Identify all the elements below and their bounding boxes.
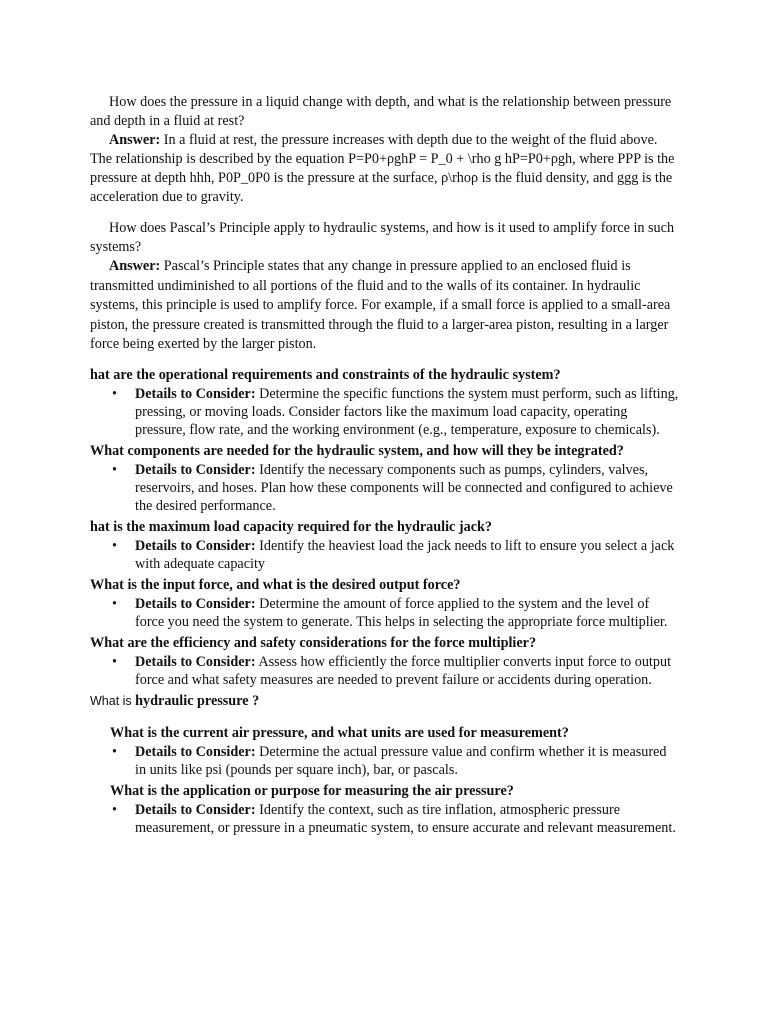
details-label: Details to Consider: xyxy=(135,595,256,612)
answer-paragraph xyxy=(90,257,680,355)
details-list xyxy=(90,537,680,573)
section-efficiency-safety xyxy=(90,634,680,689)
section-air-pressure-units xyxy=(90,724,680,779)
details-list xyxy=(90,801,680,837)
list-item xyxy=(90,461,680,515)
details-label: Details to Consider: xyxy=(135,743,256,760)
list-item xyxy=(90,385,680,439)
details-text: Identify the context, such as tire inflation, atmospheric pressure measurement, or pressure in a pneumatic system, to ensure accurate and relevant measurement. xyxy=(135,801,676,836)
details-list xyxy=(90,385,680,439)
section-load-capacity xyxy=(90,518,680,573)
details-text: Determine the amount of force applied to the system and the level of force you need the system to generate. This helps in selecting the appropriate force multiplier. xyxy=(135,595,668,630)
details-label: Details to Consider: xyxy=(135,385,256,402)
details-text: Determine the specific functions the system must perform, such as lifting, pressing, or moving loads. Consider factors like the maximum load capacity, operating pressure, flow rate, and the working environment (e.g., temperature, exposure to chemicals). xyxy=(135,385,679,438)
section-operational-requirements xyxy=(90,366,680,439)
answer-label: Answer: xyxy=(109,258,161,274)
hydraulic-pressure-question xyxy=(90,693,680,710)
details-label: Details to Consider: xyxy=(135,461,256,478)
answer-text: In a fluid at rest, the pressure increases with depth due to the weight of the fluid above. The relationship is described by the equation P=P0+ρghP = P_0 + \rho g hP=P0+ρgh, where PPP is the pressure at depth hhh, P0P_0P0 is the pressure at the surface, ρ\rhoρ is the fluid density, and ggg is the acceleration due to gravity. xyxy=(90,132,675,205)
details-list xyxy=(90,653,680,689)
answer-text: Pascal’s Principle states that any change in pressure applied to an enclosed fluid is transmitted undiminished to all portions of the fluid and to the walls of its container. In hydraulic systems, this principle is used to amplify force. For example, if a small force is applied to a small-area piston, the pressure created is transmitted through the fluid to a larger-area piston, resulting in a larger force being exerted by the larger piston. xyxy=(90,258,671,353)
section-heading: hat are the operational requirements and constraints of the hydraulic system? xyxy=(90,366,561,383)
list-item xyxy=(90,801,680,837)
section-input-output-force xyxy=(90,576,680,631)
question-text: How does Pascal’s Principle apply to hydraulic systems, and how is it used to amplify force in such systems? xyxy=(90,220,675,255)
qa-pascal-principle xyxy=(90,219,680,355)
section-heading: What components are needed for the hydraulic system, and how will they be integrated? xyxy=(90,442,624,459)
question-prefix: What is xyxy=(90,693,136,708)
details-label: Details to Consider: xyxy=(135,537,256,554)
section-heading: What are the efficiency and safety considerations for the force multiplier? xyxy=(90,634,537,651)
section-heading: What is the current air pressure, and what units are used for measurement? xyxy=(110,724,569,741)
section-heading: What is the application or purpose for measuring the air pressure? xyxy=(110,782,514,799)
details-list xyxy=(90,461,680,515)
list-item xyxy=(90,537,680,573)
answer-paragraph xyxy=(90,131,680,207)
section-components xyxy=(90,442,680,515)
answer-label: Answer: xyxy=(109,132,161,148)
details-text: Identify the heaviest load the jack needs to lift to ensure you select a jack with adequate capacity xyxy=(135,537,675,572)
qa-pressure-depth xyxy=(90,93,680,207)
list-item xyxy=(90,595,680,631)
details-list xyxy=(90,595,680,631)
details-list xyxy=(90,743,680,779)
section-heading: What is the input force, and what is the desired output force? xyxy=(90,576,461,593)
details-label: Details to Consider: xyxy=(135,653,256,670)
document-page xyxy=(90,93,680,837)
details-text: Determine the actual pressure value and confirm whether it is measured in units like psi (pounds per square inch), bar, or pascals. xyxy=(135,743,667,778)
section-heading: hat is the maximum load capacity required for the hydraulic jack? xyxy=(90,518,492,535)
section-air-pressure-purpose xyxy=(90,782,680,837)
details-text: Identify the necessary components such as pumps, cylinders, valves, reservoirs, and hoses. Plan how these components will be connected and configured to achieve the desired performance. xyxy=(135,461,673,514)
list-item xyxy=(90,653,680,689)
question-bold: hydraulic pressure ? xyxy=(135,692,260,709)
list-item xyxy=(90,743,680,779)
question-text: How does the pressure in a liquid change with depth, and what is the relationship between pressure and depth in a fluid at rest? xyxy=(90,94,672,129)
details-text: Assess how efficiently the force multiplier converts input force to output force and what safety measures are needed to prevent failure or accidents during operation. xyxy=(135,653,672,688)
details-label: Details to Consider: xyxy=(135,801,256,818)
